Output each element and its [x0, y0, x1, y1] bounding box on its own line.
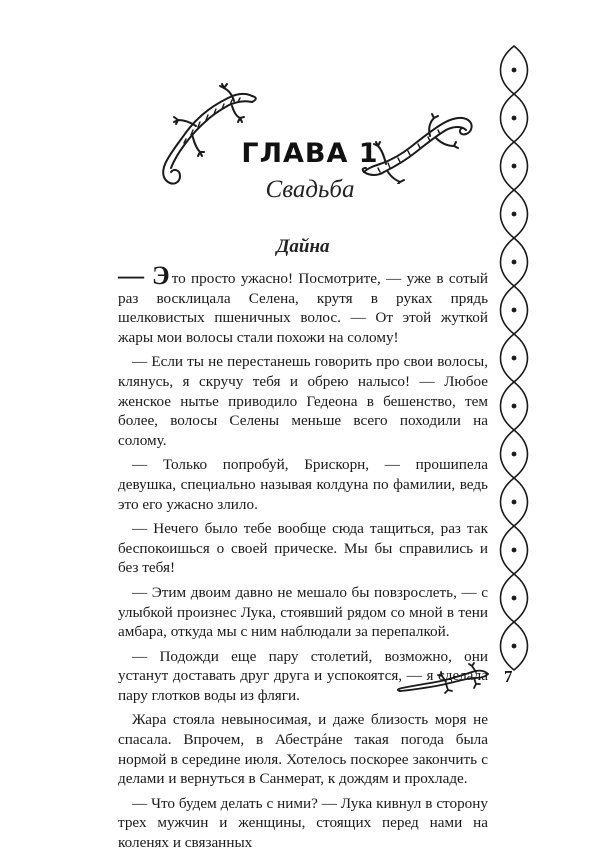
ornament-dot: [512, 404, 517, 409]
ornament-dot: [512, 596, 517, 601]
ornament-dot: [512, 644, 517, 649]
ornament-dot: [512, 452, 517, 457]
chapter-subtitle: Свадьба: [265, 176, 355, 203]
ornament-dot: [512, 212, 517, 217]
paragraph: — Этим двоим давно не мешало бы повзрослеть, — с улыбкой произнес Лука, стоявший рядом со мной в тени амбара, откуда мы с ним наблюдали за перепалкой.: [118, 583, 488, 641]
ornament-dot: [512, 548, 517, 553]
page-number: 7: [504, 667, 513, 686]
section-title: Дайна: [276, 236, 330, 257]
paragraph: — Только попробуй, Брискорн, — прошипела девушка, специально называя колдуна по фамилии, ведь это его ужасно злило.: [118, 456, 488, 513]
paragraph: [118, 261, 489, 347]
vine-border-ornament: [494, 38, 534, 700]
ornament-dot: [512, 500, 517, 505]
paragraph: — Нечего было тебе вообще сюда тащиться, раз так беспокоишься о своей прическе. Мы бы справились и без тебя!: [118, 520, 488, 577]
ornament-dot: [512, 68, 517, 73]
ornament-dot: [512, 164, 517, 169]
ornament-dot: [512, 116, 517, 121]
ornament-dot: [512, 260, 517, 265]
chapter-title: ГЛАВА 1: [241, 138, 379, 169]
paragraph: — Что будем делать с ними? — Лука кивнул в сторону трех мужчин и женщины, стоящих перед нами на коленях и связанных: [118, 794, 488, 852]
ornament-dot: [512, 308, 517, 313]
paragraph: — Если ты не перестанешь говорить про свои волосы, клянусь, я скручу тебя и обрею налысо! — Любое женское нытье приводило Гедеона в бешенство, тем более, волосы Селены меньше всего походили на солому.: [118, 353, 488, 449]
paragraph-text: то просто ужасно! Посмотрите, — уже в сотый раз восклицала Селена, крутя в руках прядь шелковистых пшеничных волос. — От этой жуткой жары мои волосы стали похожи на солому!: [118, 270, 489, 346]
paragraph: — Подожди еще пару столетий, возможно, они устанут доставать друг друга и успокоятся, — я сделала пару глотков воды из фляги.: [118, 647, 488, 704]
ornament-dot: [512, 356, 517, 361]
paragraph: Жара стояла невыносимая, и даже близость моря не спасала. Впрочем, в Абестрáне такая погода была нормой в середине июля. Хотелось поскорее закончить с делами и вернуться в Санмерат, к дождям и прохладе.: [118, 711, 488, 788]
body-text: [118, 261, 489, 858]
drop-cap: — Э: [118, 261, 170, 290]
lizard-icon: [392, 660, 492, 696]
